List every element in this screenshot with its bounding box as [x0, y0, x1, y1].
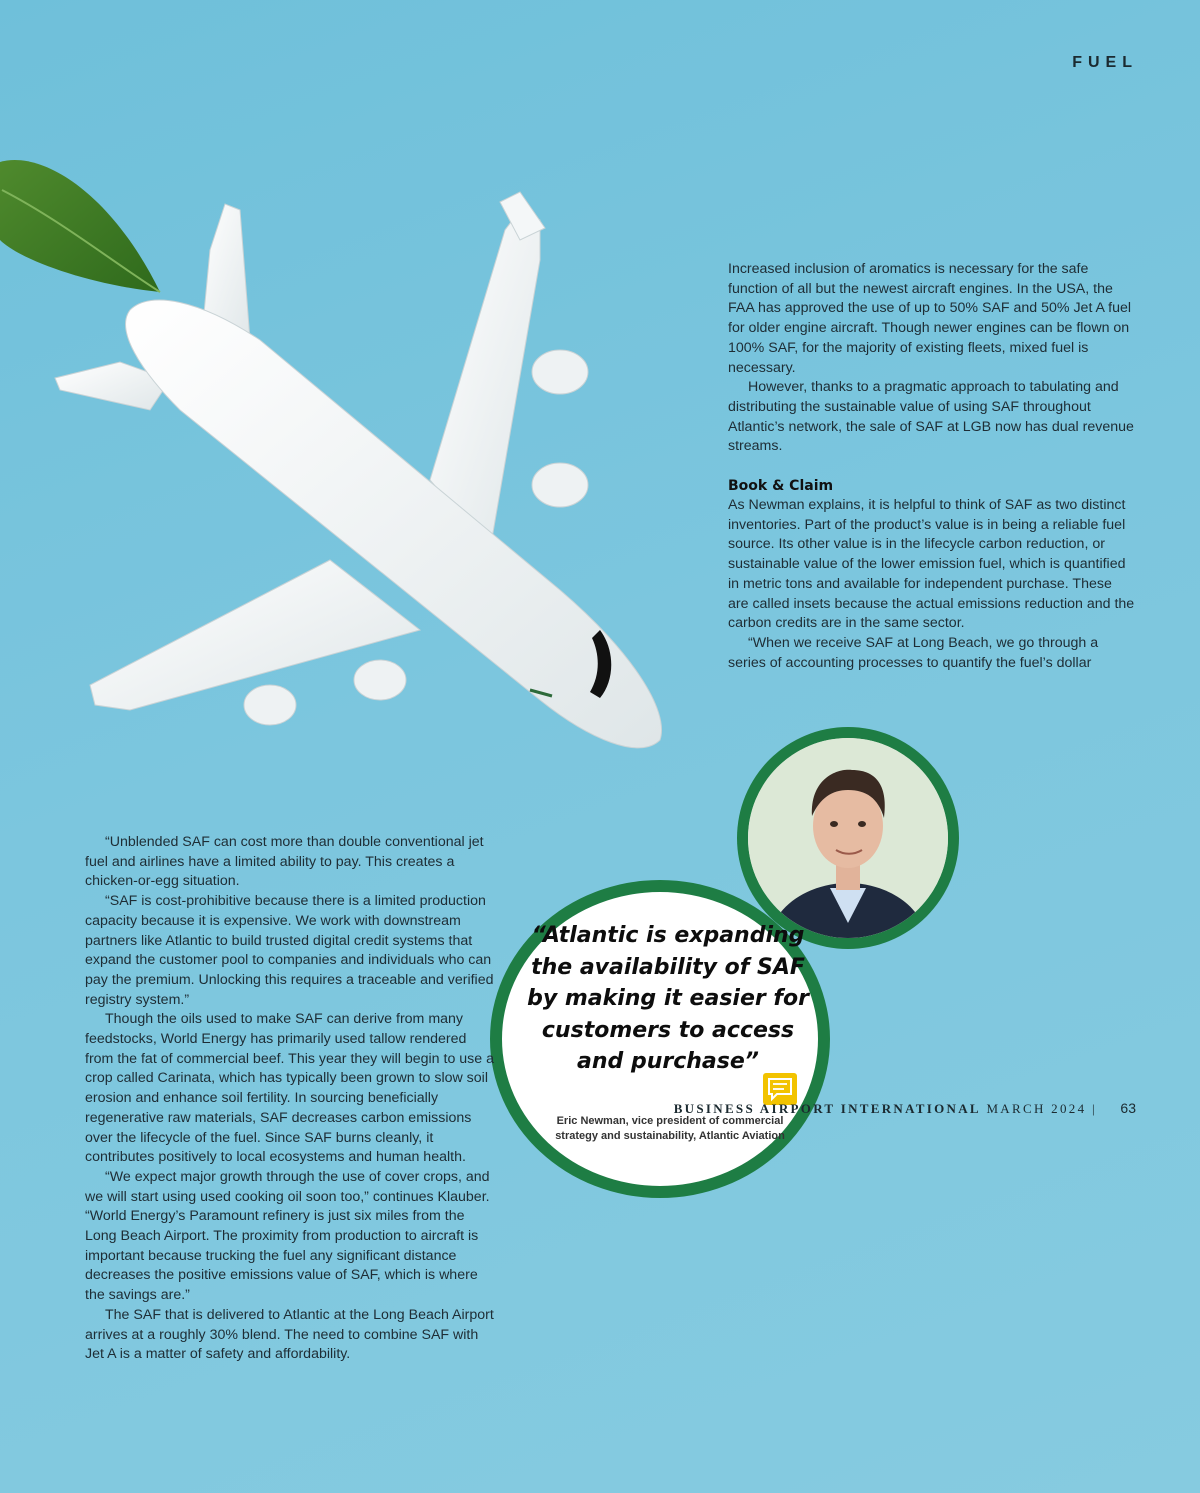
- paragraph: The SAF that is delivered to Atlantic at the Long Beach Airport arrives at a roughly 30% blend. The need to combine SAF with Jet A is a matter of safety and affordability.: [85, 1306, 494, 1363]
- leaf-icon: [0, 160, 160, 292]
- page-footer: [674, 1100, 1136, 1118]
- section-label: FUEL: [1072, 54, 1138, 71]
- article-column-right: [728, 260, 1136, 673]
- airplane-illustration: [0, 150, 700, 770]
- subheading: Book & Claim: [728, 478, 834, 495]
- pull-quote-attribution: Eric Newman, vice president of commercial strategy and sustainability, Atlantic Aviation: [555, 1115, 785, 1142]
- paragraph: As Newman explains, it is helpful to think of SAF as two distinct inventories. Part of the product’s value is in being a reliable fuel source. Its other value is in the lifecycle carbon reduction, or sustainable value of the lower emission fuel, which is quantified in metric tons and available for independent purchase. These are called insets because the actual emissions reduction and the carbon credits are in the same sector.: [728, 497, 1135, 632]
- paragraph: “When we receive SAF at Long Beach, we go through a series of accounting processes to quantify the fuel’s dollar: [728, 634, 1099, 671]
- pull-quote: [490, 880, 848, 1198]
- paragraph: However, thanks to a pragmatic approach to tabulating and distributing the sustainable value of using SAF throughout Atlantic’s network, the sale of SAF at LGB now has dual revenue streams.: [728, 379, 1134, 455]
- paragraph: “SAF is cost-prohibitive because there is a limited production capacity because it is expensive. We work with downstream partners like Atlantic to build trusted digital credit systems that expand the customer pool to companies and individuals who can pay the premium. Unlocking this requires a traceable and verified registry system.”: [85, 893, 494, 1008]
- publication-name: BUSINESS AIRPORT INTERNATIONAL: [673, 1101, 981, 1116]
- paragraph: “We expect major growth through the use of cover crops, and we will start using used cooking oil soon too,” continues Klauber. “World Energy’s Paramount refinery is just six miles from the Long Beach Airport. The proximity from production to aircraft is important because trucking the fuel any significant distance decreases the positive emissions value of SAF, which is where the savings are.”: [85, 1168, 490, 1304]
- issue-date: MARCH 2024: [986, 1101, 1087, 1116]
- pull-quote-text: “Atlantic is expanding the availability of SAF by making it easier for customers to access and purchase”: [527, 923, 809, 1074]
- paragraph: “Unblended SAF can cost more than double conventional jet fuel and airlines have a limited ability to pay. This creates a chicken-or-egg situation.: [85, 834, 484, 890]
- footer-separator: |: [1091, 1101, 1097, 1116]
- paragraph: Though the oils used to make SAF can derive from many feedstocks, World Energy has primarily used tallow rendered from the fat of commercial beef. This year they will begin to use a crop called Carinata, which has typically been grown to slow soil erosion and enhance soil fertility. In sourcing beneficially regenerative raw materials, SAF decreases carbon emissions over the lifecycle of the fuel. Since SAF burns cleanly, it contributes positively to local ecosystems and human health.: [85, 1011, 494, 1166]
- page-number: 63: [1120, 1100, 1136, 1116]
- article-column-left: [85, 833, 495, 1365]
- paragraph: Increased inclusion of aromatics is necessary for the safe function of all but the newest aircraft engines. In the USA, the FAA has approved the use of up to 50% SAF and 50% Jet A fuel for older engine aircraft. Though newer engines can be flown on 100% SAF, for the majority of existing fleets, mixed fuel is necessary.: [728, 261, 1132, 376]
